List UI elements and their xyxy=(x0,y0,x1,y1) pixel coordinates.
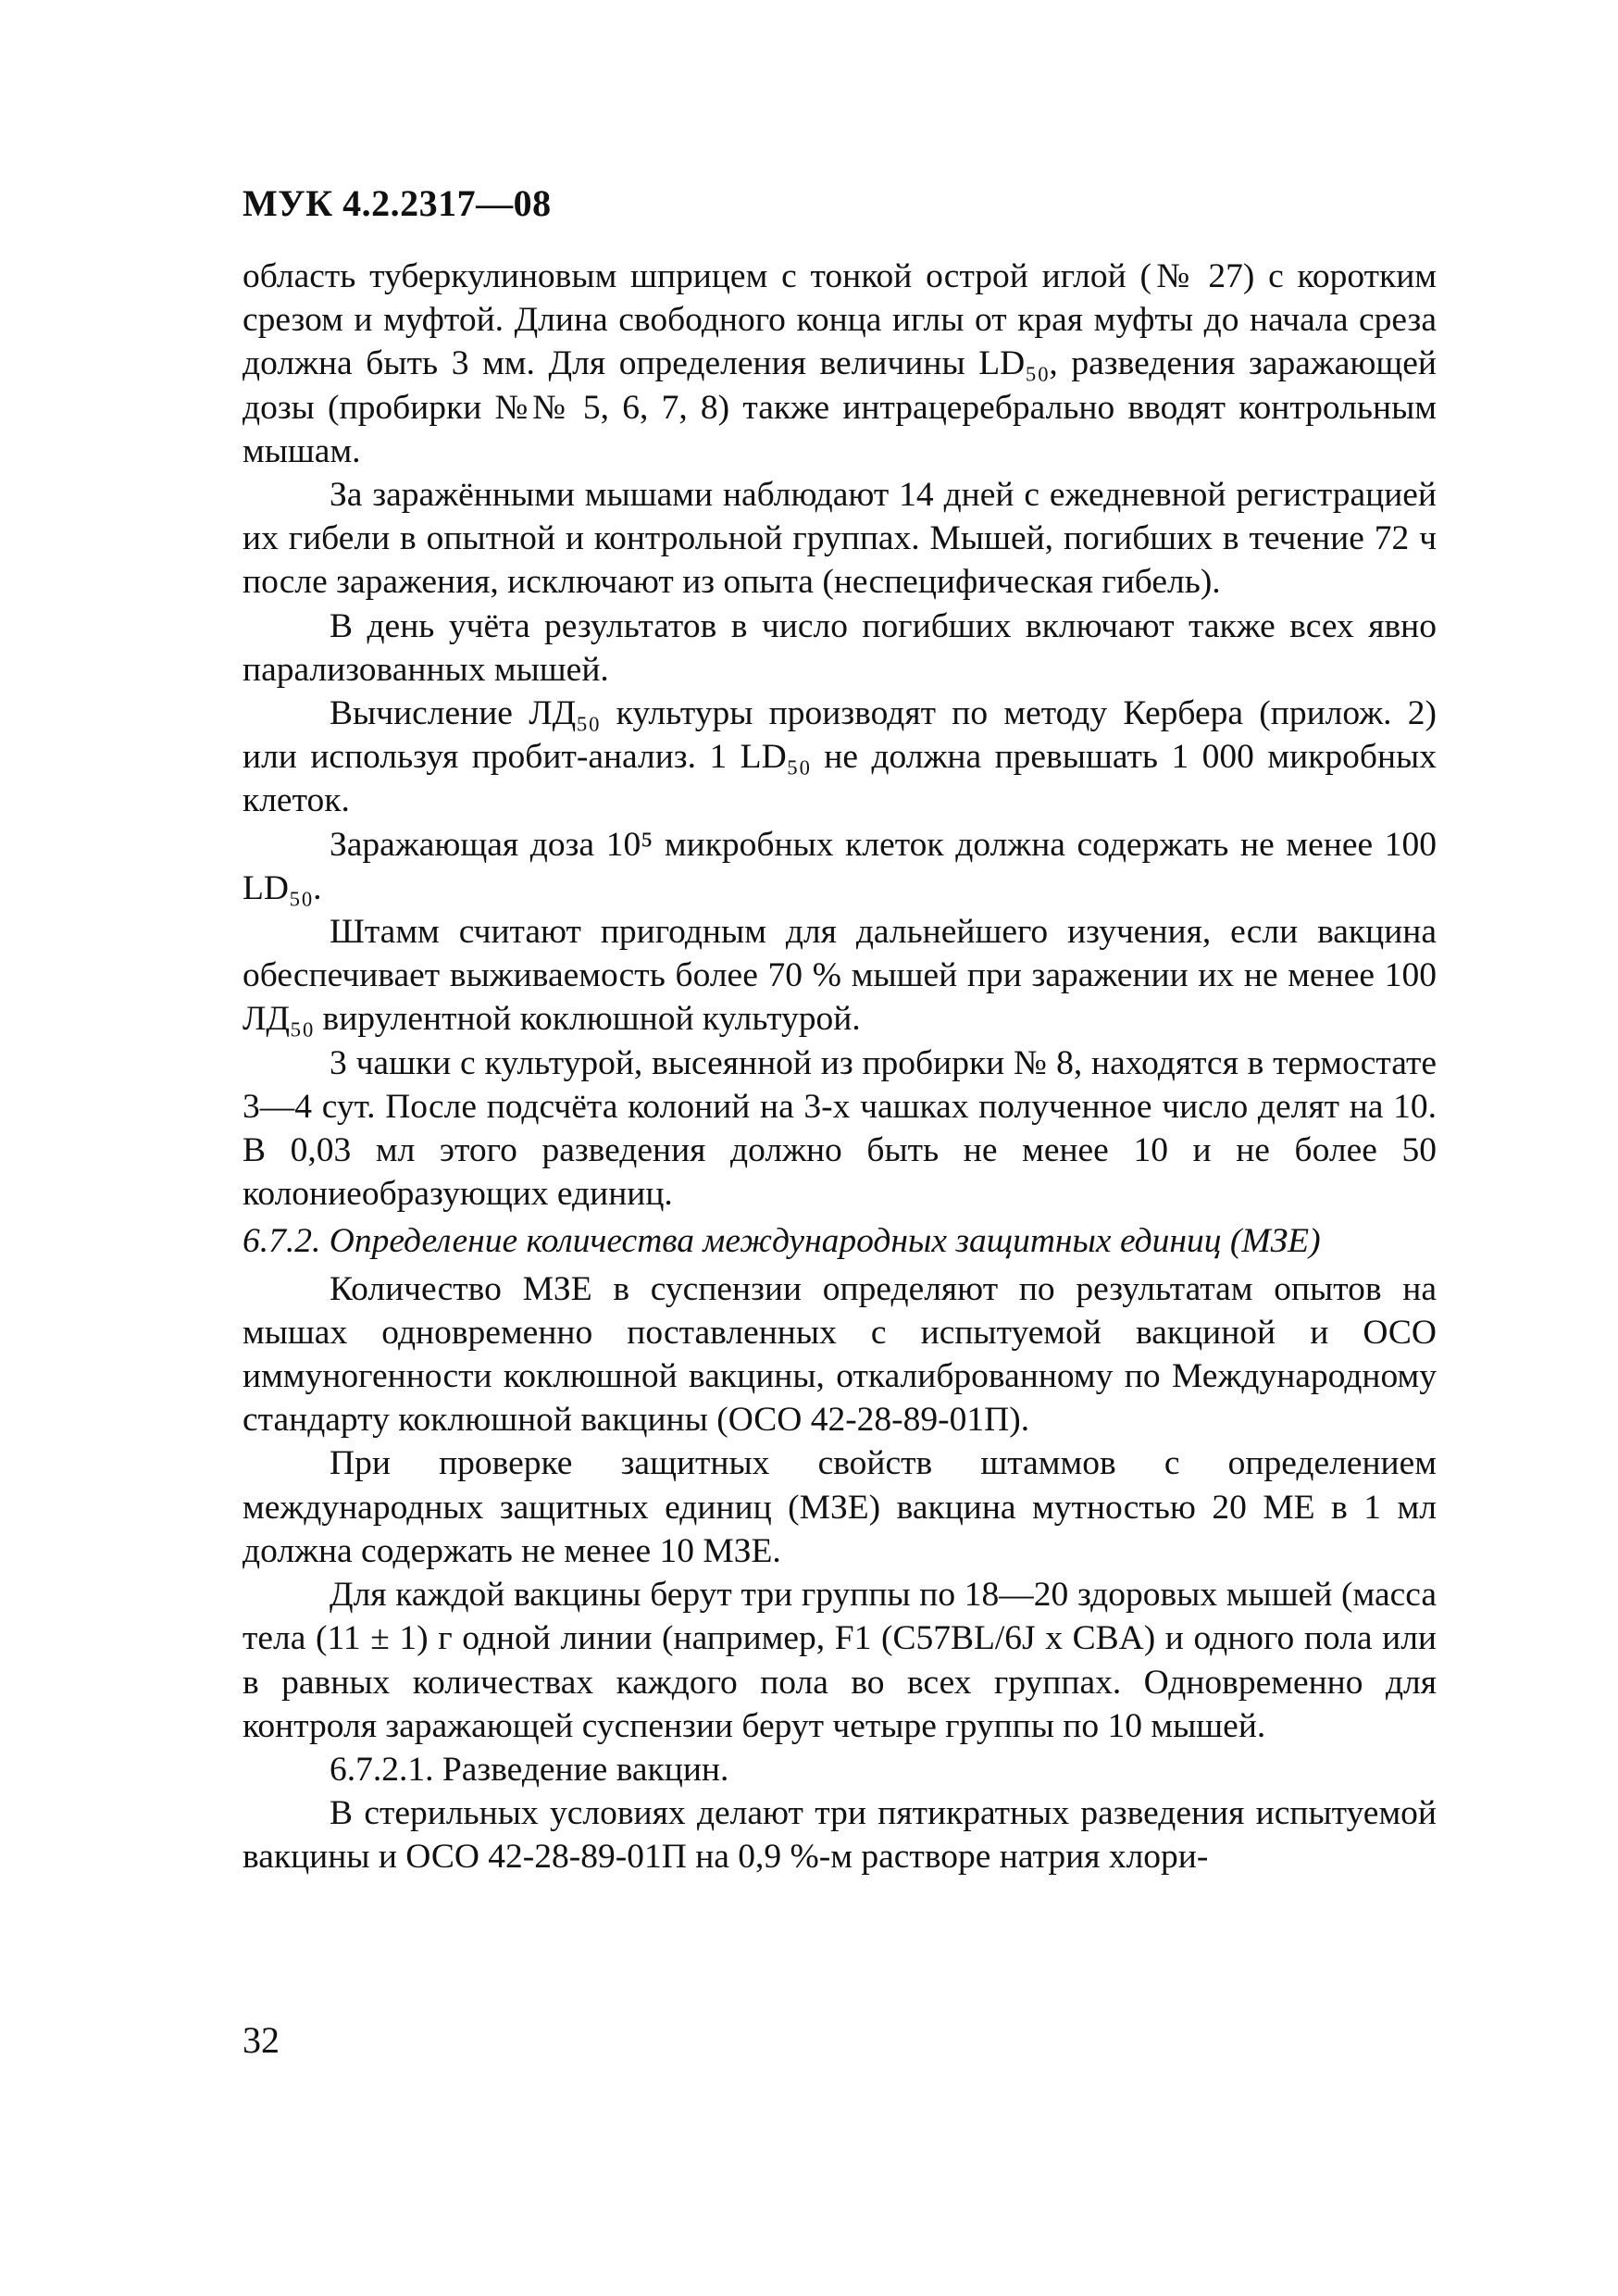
paragraph-sterile-dilution: В стерильных условиях делают три пятикратных разведения испытуемой вакцины и ОСО 42-28-89-01П на 0,9 %-м растворе натрия хлори- xyxy=(243,1794,1437,1877)
document-body xyxy=(243,255,1437,1879)
subsection-heading-6-7-2-1: 6.7.2.1. Разведение вакцин. xyxy=(330,1750,729,1789)
document-code-header: МУК 4.2.2317—08 xyxy=(243,182,552,224)
paragraph-protective-properties: При проверке защитных свойств штаммов с определением международных защитных единиц (МЗЕ) вакцина мутностью 20 МЕ в 1 мл должна содержать не менее 10 МЗЕ. xyxy=(243,1444,1437,1570)
paragraph-mouse-groups: Для каждой вакцины берут три группы по 18—20 здоровых мышей (масса тела (11 ± 1) г одной линии (например, F1 (C57BL/6J x CBA) и одного пола или в равных количествах каждого пола во всех группах. Одновременно для контроля заражающей суспензии берут четыре группы по 10 мышей. xyxy=(243,1576,1437,1745)
paragraph-observation: За заражёнными мышами наблюдают 14 дней с ежедневной регистрацией их гибели в опытной и контрольной группах. Мышей, погибших в течение 72 ч после заражения, исключают из опыта (неспецифическая гибель). xyxy=(243,476,1437,602)
paragraph-strain-suitability: Штамм считают пригодным для дальнейшего изучения, если вакцина обеспечивает выживаемость более 70 % мышей при заражении их не менее 100 ЛД₅₀ вирулентной коклюшной культурой. xyxy=(243,913,1437,1039)
paragraph-continued-injection: область туберкулиновым шприцем с тонкой острой иглой (№ 27) с коротким срезом и муфтой. Длина свободного конца иглы от края муфты до начала среза должна быть 3 мм. Для определения величины LD₅₀, разведения заражающей дозы (пробирки №№ 5, 6, 7, 8) также интрацеребрально вводят контрольным мышам. xyxy=(243,257,1437,470)
paragraph-ld50-calculation: Вычисление ЛД₅₀ культуры производят по методу Кербера (прилож. 2) или используя пробит-анализ. 1 LD₅₀ не должна превышать 1 000 микробных клеток. xyxy=(243,694,1437,820)
paragraph-paralyzed-mice: В день учёта результатов в число погибших включают также всех явно парализованных мышей. xyxy=(243,606,1437,689)
section-heading-6-7-2: 6.7.2. Определение количества международных защитных единиц (МЗЕ) xyxy=(243,1222,1321,1261)
paragraph-mze-quantity: Количество МЗЕ в суспензии определяют по результатам опытов на мышах одновременно поставленных с испытуемой вакциной и ОСО иммуногенности коклюшной вакцины, откалиброванному по Международному стандарту коклюшной вакцины (ОСО 42-28-89-01П). xyxy=(243,1269,1437,1440)
paragraph-colony-count: 3 чашки с культурой, высеянной из пробирки № 8, находятся в термостате 3—4 сут. После подсчёта колоний на 3-х чашках полученное число делят на 10. В 0,03 мл этого разведения должно быть не менее 10 и не более 50 колониеобразующих единиц. xyxy=(243,1043,1437,1214)
page-number: 32 xyxy=(243,2019,280,2061)
paragraph-infecting-dose: Заражающая доза 10⁵ микробных клеток должна содержать не менее 100 LD₅₀. xyxy=(243,825,1437,907)
